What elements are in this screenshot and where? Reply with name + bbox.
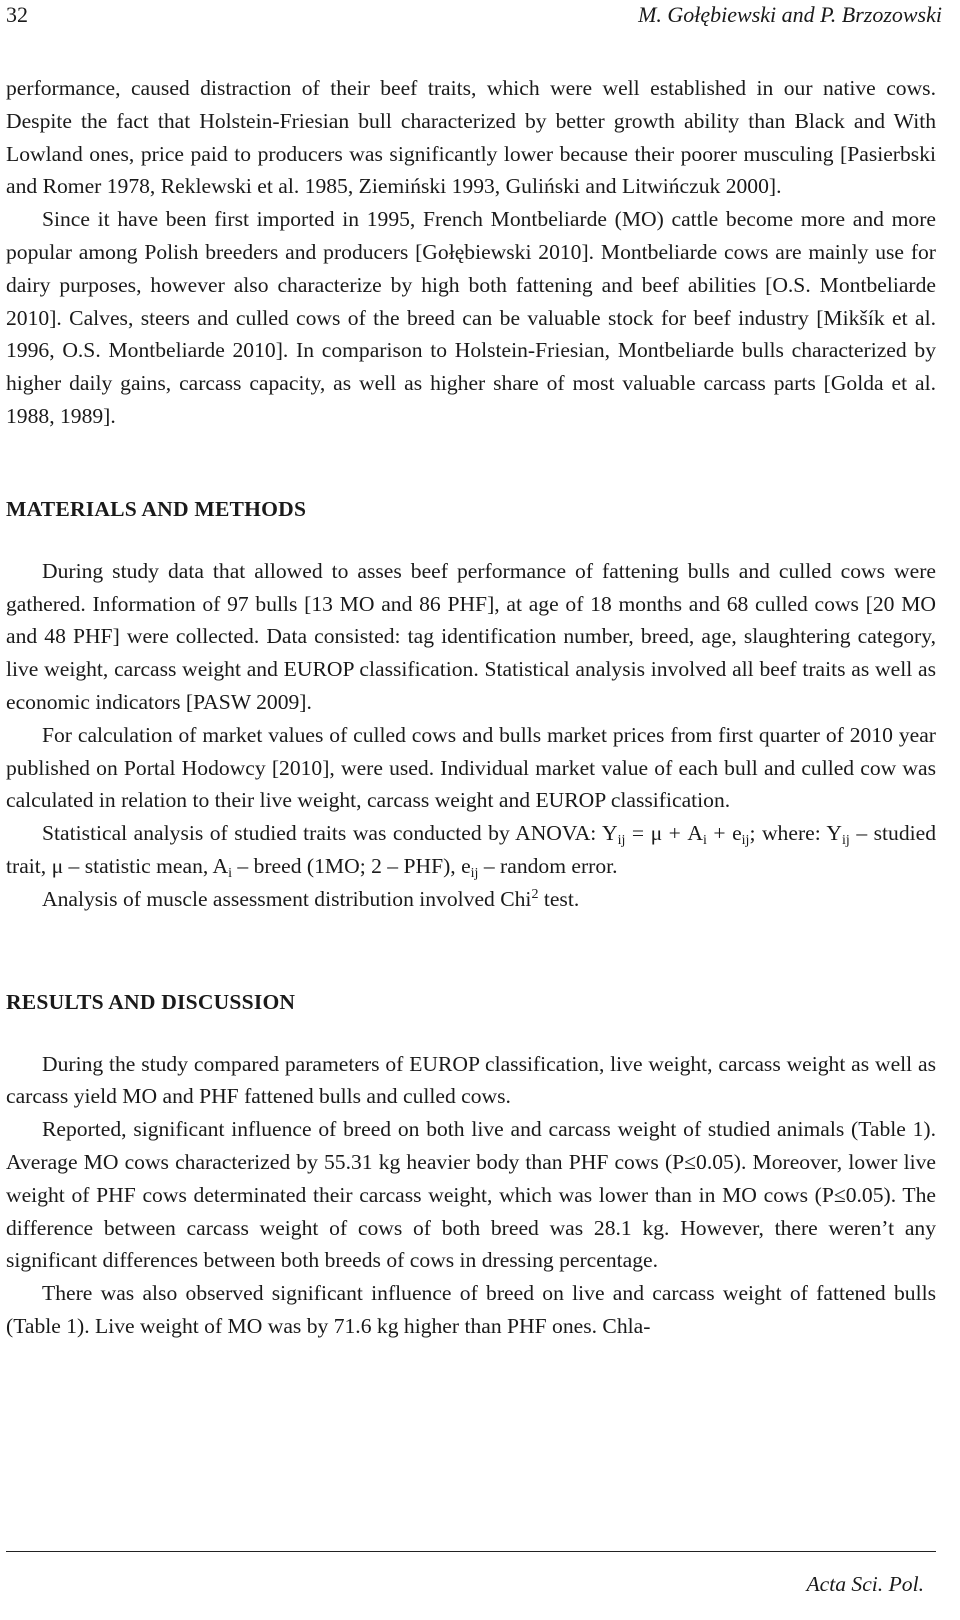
journal-name: Acta Sci. Pol. xyxy=(806,1572,924,1596)
materials-paragraph-chi-square xyxy=(6,883,936,916)
page-header xyxy=(6,2,942,32)
formula-subscript: i xyxy=(228,865,232,881)
materials-paragraph-anova-formula xyxy=(6,817,936,883)
chi-text: Analysis of muscle assessment distribution involved Chi xyxy=(42,886,532,911)
formula-text: Statistical analysis of studied traits was conducted by ANOVA: Y xyxy=(42,821,618,846)
formula-subscript: ij xyxy=(741,833,750,849)
formula-text: + e xyxy=(706,821,742,846)
results-paragraph-study: During the study compared parameters of EUROP classification, live weight, carcass weight as well as carcass yield MO and PHF fattened bulls and culled cows. xyxy=(6,1051,936,1109)
section-heading-materials: MATERIALS AND METHODS xyxy=(6,496,307,521)
formula-text: ; where: Y xyxy=(749,821,843,846)
results-paragraph-bulls: There was also observed significant influence of breed on live and carcass weight of fattened bulls (Table 1). Live weight of MO was by 71.6 kg higher than PHF ones. Chla- xyxy=(6,1281,936,1338)
formula-text: – studied trait, μ – statistic mean, A xyxy=(6,821,937,878)
formula-text: – random error. xyxy=(478,853,618,878)
formula-subscript: ij xyxy=(470,865,479,881)
formula-subscript: i xyxy=(702,833,707,849)
chi-text-end: test. xyxy=(538,886,580,911)
formula-subscript: ij xyxy=(617,833,626,849)
chi-superscript: 2 xyxy=(531,886,539,902)
formula-text: = μ + A xyxy=(625,821,703,846)
results-paragraph-cows: Reported, significant influence of breed on both live and carcass weight of studied animals (Table 1). Average MO cows characterized by 55.31 kg heavier body than PHF cows (P≤0.05). Moreover, lower live weight of PHF cows determinated their carcass weight, which was lower than in MO cows (P≤0.05). The difference between carcass weight of cows of both breed was 28.1 kg. However, there weren’t any significant differences between both breeds of cows in dressing percentage. xyxy=(6,1117,936,1273)
section-heading-results: RESULTS AND DISCUSSION xyxy=(6,989,296,1014)
formula-text: – breed (1MO; 2 – PHF), e xyxy=(231,853,471,878)
intro-paragraph-continued: performance, caused distraction of their beef traits, which were well established in our native cows. Despite the fact that Holstein-Friesian bull characterized by better growth ability than Black and With Lowland ones, price paid to producers was significantly lower because their poorer musculing [Pasierbski and Romer 1978, Reklewski et al. 1985, Ziemiński 1993, Guliński and Litwińczuk 2000]. xyxy=(6,76,936,199)
running-head-authors: M. Gołębiewski and P. Brzozowski xyxy=(638,2,942,27)
intro-paragraph-montbeliarde: Since it have been first imported in 1995, French Montbeliarde (MO) cattle become more and more popular among Polish breeders and producers [Gołębiewski 2010]. Montbeliarde cows are mainly use for dairy purposes, however also characterize by high both fattening and beef abilities [O.S. Montbeliarde 2010]. Calves, steers and culled cows of the breed can be valuable stock for beef industry [Mikšík et al. 1996, O.S. Montbeliarde 2010]. In comparison to Holstein-Friesian, Montbeliarde bulls characterized by higher daily gains, carcass capacity, as well as higher share of most valuable carcass parts [Golda et al. 1988, 1989]. xyxy=(6,207,936,428)
materials-paragraph-data: During study data that allowed to asses beef performance of fattening bulls and culled cows were gathered. Information of 97 bulls [13 MO and 86 PHF], at age of 18 months and 68 culled cows [20 MO and 48 PHF] were collected. Data consisted: tag identification number, breed, age, slaughtering category, live weight, carcass weight and EUROP classification. Statistical analysis involved all beef traits as well as economic indicators [PASW 2009]. xyxy=(6,558,936,714)
formula-subscript: ij xyxy=(842,833,850,849)
materials-paragraph-market-values: For calculation of market values of culled cows and bulls market prices from first quarter of 2010 year published on Portal Hodowcy [2010], were used. Individual market value of each bull and culled cow was calculated in relation to their live weight, carcass weight and EUROP classification. xyxy=(6,722,936,813)
page-number: 32 xyxy=(6,2,28,27)
footer-rule xyxy=(6,1551,936,1552)
body-text xyxy=(6,72,936,1343)
